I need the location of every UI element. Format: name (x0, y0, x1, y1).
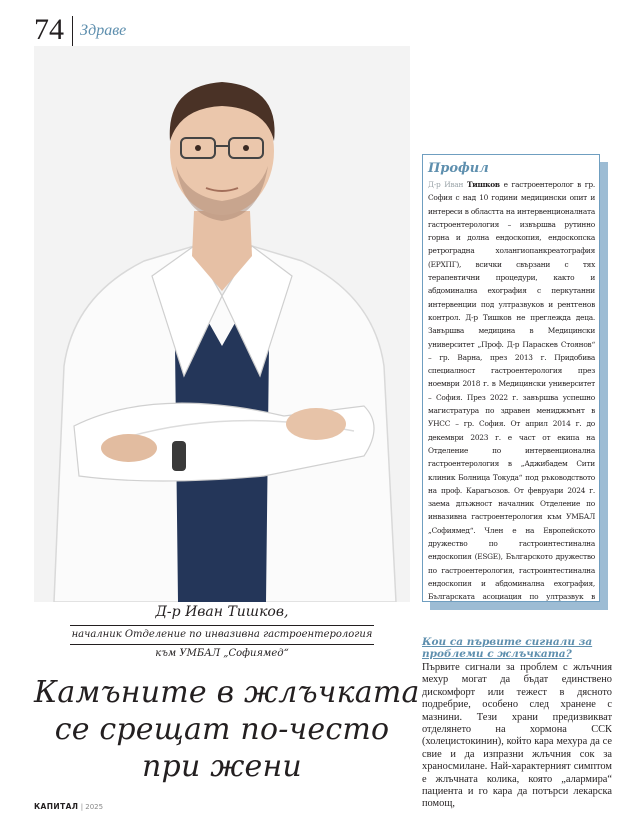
article-headline (34, 674, 420, 785)
caption-name: Д-р Иван Тишков, (155, 604, 289, 620)
doctor-portrait-illustration (34, 46, 410, 602)
caption-position: началник Отделение по инвазивна гастроентерология (71, 629, 373, 640)
caption-divider-2 (70, 644, 374, 645)
profile-body: е гастроентеролог в гр. София с над 10 години медицински опит и интереси в областта на интервенционалната гастроентерология – извършва рутинно горна и долна ендоскопия, ендоскопска ретроградна холангиопанкреатография (ЕРХПГ), всички свързани с тях терапевтични процедури, както и абдоминална ехография с перкутанни интервенции под ултразвуков и рентгенов контрол. Д-р Тишков не преглежда деца. Завършва медицина в Медицински университет „Проф. Д-р Параскев Стоянов“ – гр. Варна, през 2013 г. Придобива специалност гастроентерология през ноември 2018 г. в Медицински университет – София. През 2022 г. завършва успешно магистратура по здравен мениджмънт в УНСС – гр. София. От април 2014 г. до декември 2023 г. е част от екипа на Отделение по интервенционална гастроентерология в „Аджибадем Сити клиник Болница Токуда“ под ръководството на проф. Карагьозов. От февруари 2024 г. заема длъжност началник Отделение по инвазивна гастроентерология към УМБАЛ „Софиямед“. Член е на Европейското дружество по гастроинтестинална ендоскопия (ESGE), Българското дружество по гастроентерология, гастроинтестинална ендоскопия и абдоминална ехография, Българската асоциация по ултразвук в (428, 180, 596, 602)
profile-text (428, 178, 595, 602)
doctor-photo (34, 46, 410, 602)
headline-line-2: се срещат по-често (54, 712, 390, 747)
profile-box (422, 154, 600, 602)
caption-hospital: към УМБАЛ „Софиямед“ (155, 648, 289, 659)
profile-intro: Д-р Иван (428, 180, 467, 189)
headline-line-1: Камъните в жлъчката (34, 675, 420, 710)
headline-line-3: при жени (142, 749, 302, 784)
caption-divider (70, 625, 374, 626)
page-footer (34, 802, 103, 811)
footer-year: | 2025 (80, 803, 104, 811)
profile-surname: Тишков (466, 180, 500, 189)
interview-answer: Първите сигнали за проблем с жлъчния мехур могат да бъдат единствено дискомфорт или тежест в дясното подребрие, особено след хранене с мазнини. Тези храни предизвикват отделянето на хормона ССК (холецистокинин), който кара мехура да се свие и да изпразни жлъчния сок за храносмилане. Най-характерният симптом е жлъчната колика, която „алармира“ пациента и го кара да потърси лекарска помощ, (422, 662, 612, 810)
interview-question: Кои са първите сигнали за проблеми с жлъчката? (422, 636, 593, 660)
section-label: Здраве (80, 22, 127, 39)
profile-title: Профил (428, 161, 489, 176)
header-divider (72, 16, 73, 46)
footer-brand: КАПИТАЛ (34, 802, 79, 811)
page-number: 74 (34, 13, 64, 46)
